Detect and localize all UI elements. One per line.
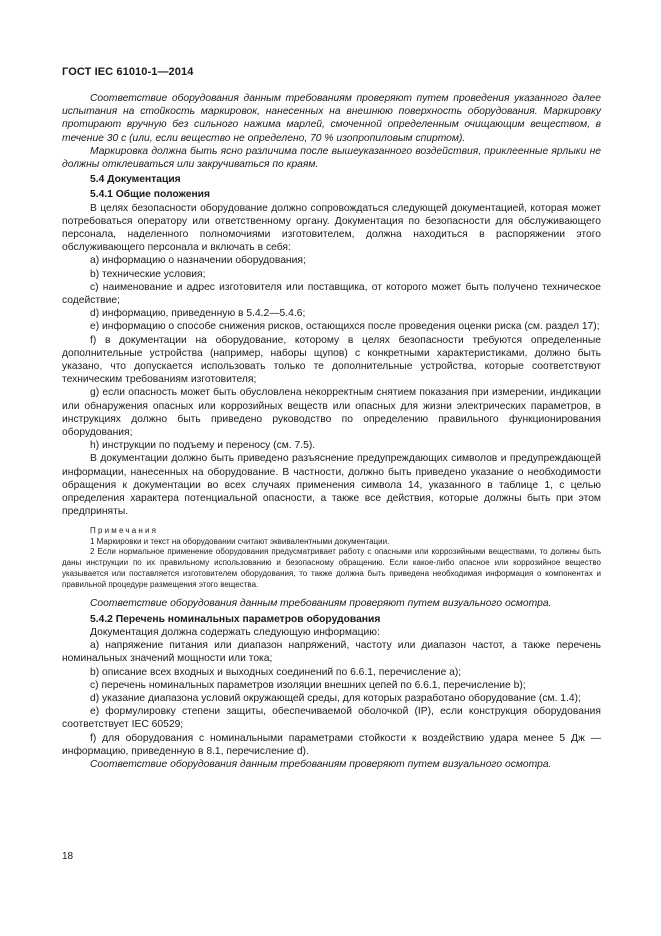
ratings-item-e: e) формулировку степени защиты, обеспечиваемой оболочкой (IP), если конструкция оборудования соответствует IEC 60529;: [62, 706, 601, 731]
ratings-item-c: c) перечень номинальных параметров изоляции внешних цепей по 6.6.1, перечисление b);: [90, 679, 526, 691]
list-item-c: c) наименование и адрес изготовителя или поставщика, от которого может быть получено техническое содействие;: [62, 281, 601, 307]
list-item-e: e) информацию о способе снижения рисков, остающихся после проведения оценки риска (см. раздел 17);: [90, 321, 600, 333]
section-heading-5-4: 5.4 Документация: [90, 174, 181, 186]
note-1: 1 Маркировки и текст на оборудовании считают эквивалентными документации.: [90, 536, 390, 546]
ratings-item-a: a) напряжение питания или диапазон напряжений, частоту или диапазон частот, а также перечень номинальных значений мощности или тока;: [62, 640, 601, 665]
paragraph-ratings-intro: Документация должна содержать следующую информацию:: [90, 626, 380, 638]
paragraph-marking-test: Соответствие оборудования данным требованиям проверяют путем проведения указанного далее испытания на стойкость маркировок, нанесенных на внешнюю поверхность оборудования. Маркировку протирают вручную без сильного нажима марлей, смоченной определенным очищающим веществом, в течение 30 с (или, если вещество не определено, 70 % изопропиловым спиртом).: [62, 93, 601, 144]
note-2: 2 Если нормальное применение оборудования предусматривает работу с опасными или коррозийными веществами, то должны быть даны инструкции по их правильному использованию и безопасному обращению. Если какое-либо опасное или коррозийное вещество указывается или поставляется изготовителем оборудования, то также должна быть приведена необходимая информация о компонентах и правильной процедуре размещения этого вещества.: [62, 547, 601, 589]
notes-spacer: [62, 590, 601, 597]
list-item-h: h) инструкции по подъему и переносу (см. 7.5).: [90, 440, 316, 452]
list-item-f: f) в документации на оборудование, которому в целях безопасности требуются определенные дополнительные устройства (например, наборы щупов) с конкретными характеристиками, должно быть указано, что допускается использовать только те дополнительные устройства, которые соответствуют техническим требованиям изготовителя;: [62, 334, 601, 386]
paragraph-compliance-check-2: Соответствие оборудования данным требованиям проверяют путем визуального осмотра.: [90, 758, 552, 770]
list-item-d: d) информацию, приведенную в 5.4.2—5.4.6;: [90, 308, 306, 320]
paragraph-marking-legibility: Маркировка должна быть ясно различима после вышеуказанного воздействия, приклеенные ярлыки не должны отклеиваться или закручиваться по краям.: [62, 145, 601, 171]
notes-title: Примечания: [90, 525, 159, 535]
section-heading-5-4-1: 5.4.1 Общие положения: [90, 189, 210, 201]
page-content: [62, 92, 601, 771]
document-header: ГОСТ IEC 61010-1—2014: [62, 66, 194, 78]
paragraph-compliance-check-1: Соответствие оборудования данным требованиям проверяют путем визуального осмотра.: [90, 598, 552, 610]
paragraph-documentation-intro: В целях безопасности оборудование должно сопровождаться следующей документацией, которая может потребоваться оператору или ответственному органу. Документация по безопасности для обслуживающего персонала, наделенного полномочиями изготовителем, должна находиться в распоряжении этого обслуживающего персонала и включать в себя:: [62, 202, 601, 254]
ratings-item-b: b) описание всех входных и выходных соединений по 6.6.1, перечисление a);: [90, 666, 462, 678]
ratings-item-f: f) для оборудования с номинальными параметрами стойкости к воздействию удара менее 5 Дж — информацию, приведенную в 8.1, перечисление d).: [62, 732, 601, 757]
list-item-a: a) информацию о назначении оборудования;: [90, 255, 306, 267]
ratings-item-d: d) указание диапазона условий окружающей среды, для которых разработано оборудование (см. 1.4);: [90, 692, 581, 704]
list-item-g: g) если опасность может быть обусловлена некорректным снятием показания при измерении, индикации или обнаружения опасных или коррозийных веществ или опасных для жизни электрических параметров, в инструкциях должно быть приведено руководство по определению правильного функционирования оборудования;: [62, 387, 601, 439]
page-number: 18: [62, 851, 74, 862]
list-item-b: b) технические условия;: [90, 268, 206, 280]
paragraph-warning-symbols: В документации должно быть приведено разъяснение предупреждающих символов и предупреждающей информации, нанесенных на оборудование. В частности, должно быть приведено указание о необходимости обращения к документации во всех случаях применения символа 14, указанного в таблице 1, с целью определения характера потенциальной опасности, а также все действия, которые должны быть при этом предприняты.: [62, 453, 601, 518]
section-heading-5-4-2: 5.4.2 Перечень номинальных параметров оборудования: [90, 613, 381, 625]
